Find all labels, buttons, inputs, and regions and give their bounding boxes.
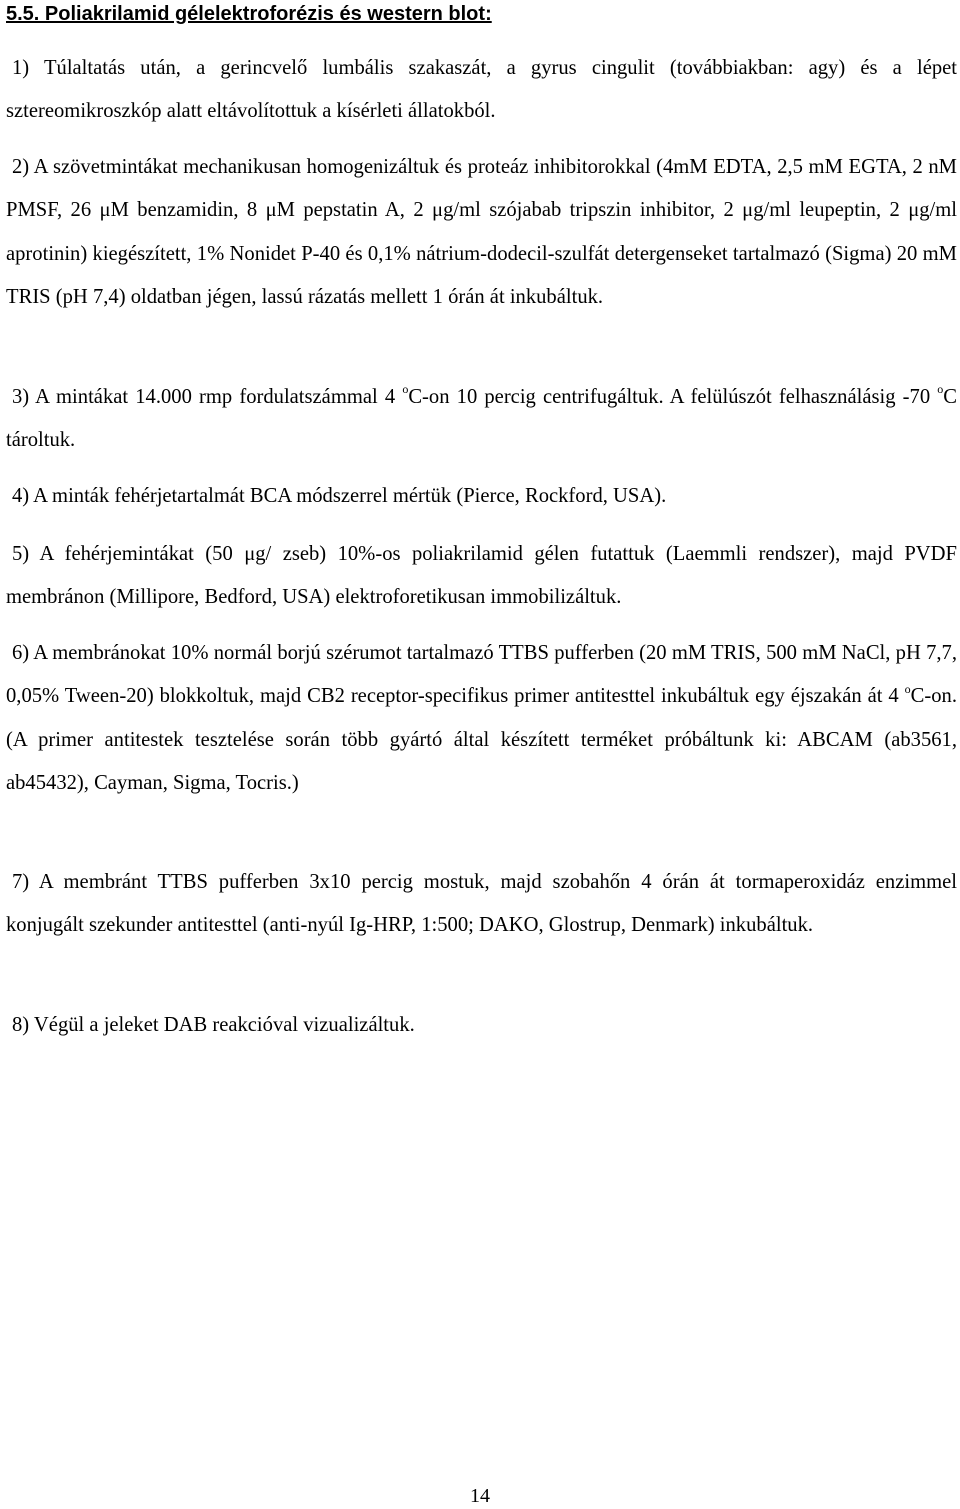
step-6-paragraph: [6, 632, 957, 806]
degree-sign: o: [402, 382, 409, 397]
step-2-paragraph: [6, 146, 957, 320]
degree-sign: o: [904, 681, 911, 696]
step-3-text-a: 3) A mintákat 14.000 rmp fordulatszámmal 4: [12, 386, 403, 408]
step-6-text-b: C-on. (A primer antitestek tesztelése során több gyártó által készített terméket próbáltunk ki: ABCAM (ab3561, ab45432), Cayman, Sigma, Tocris.): [6, 685, 957, 795]
degree-sign: o: [937, 382, 944, 397]
step-7-text: 7) A membránt TTBS pufferben 3x10 percig mostuk, majd szobahőn 4 órán át tormaperoxidáz enzimmel konjugált szekunder antitesttel (anti-nyúl Ig-HRP, 1:500; DAKO, Glostrup, Denmark) inkubáltuk.: [6, 871, 957, 937]
step-6-text-a: 6) A membránokat 10% normál borjú szérumot tartalmazó TTBS pufferben (20 mM TRIS, 500 mM NaCl, pH 7,7, 0,05% Tween-20) blokkoltuk, majd CB2 receptor-specifikus primer antitesttel inkubáltuk egy éjszakán át 4: [6, 642, 957, 708]
page-number: 14: [470, 1485, 490, 1507]
step-3-text-c: C tároltuk.: [6, 386, 958, 452]
step-5-paragraph: [6, 533, 957, 620]
step-1-text: 1) Túlaltatás után, a gerincvelő lumbális szakaszát, a gyrus cingulit (továbbiakban: agy) és a lépet sztereomikroszkóp alatt eltávolítottuk a kísérleti állatokból.: [6, 57, 957, 123]
step-8-paragraph: [6, 1004, 957, 1047]
step-3-paragraph: [6, 376, 957, 463]
step-2-text: 2) A szövetmintákat mechanikusan homogenizáltuk és proteáz inhibitorokkal (4mM EDTA, 2,5 mM EGTA, 2 nM PMSF, 26 μM benzamidin, 8 μM pepstatin A, 2 μg/ml szójabab tripszin inhibitor, 2 μg/ml leupeptin, 2 μg/ml aprotinin) kiegészített, 1% Nonidet P-40 és 0,1% nátrium-dodecil-szulfát detergenseket tartalmazó (Sigma) 20 mM TRIS (pH 7,4) oldatban jégen, lassú rázatás mellett 1 órán át inkubáltuk.: [6, 156, 957, 309]
step-8-text: 8) Végül a jeleket DAB reakcióval vizualizáltuk.: [12, 1014, 415, 1036]
step-7-paragraph: [6, 861, 957, 948]
step-4-paragraph: [6, 475, 957, 518]
step-3-text-b: C-on 10 percig centrifugáltuk. A felülúszót felhasználásig -70: [408, 386, 938, 408]
step-5-text: 5) A fehérjemintákat (50 μg/ zseb) 10%-os poliakrilamid gélen futattuk (Laemmli rendszer), majd PVDF membránon (Millipore, Bedford, USA) elektroforetikusan immobilizáltuk.: [6, 543, 957, 609]
step-4-text: 4) A minták fehérjetartalmát BCA módszerrel mértük (Pierce, Rockford, USA).: [12, 485, 667, 507]
section-heading: 5.5. Poliakrilamid gélelektroforézis és western blot:: [6, 3, 492, 25]
step-1-paragraph: [6, 47, 957, 134]
